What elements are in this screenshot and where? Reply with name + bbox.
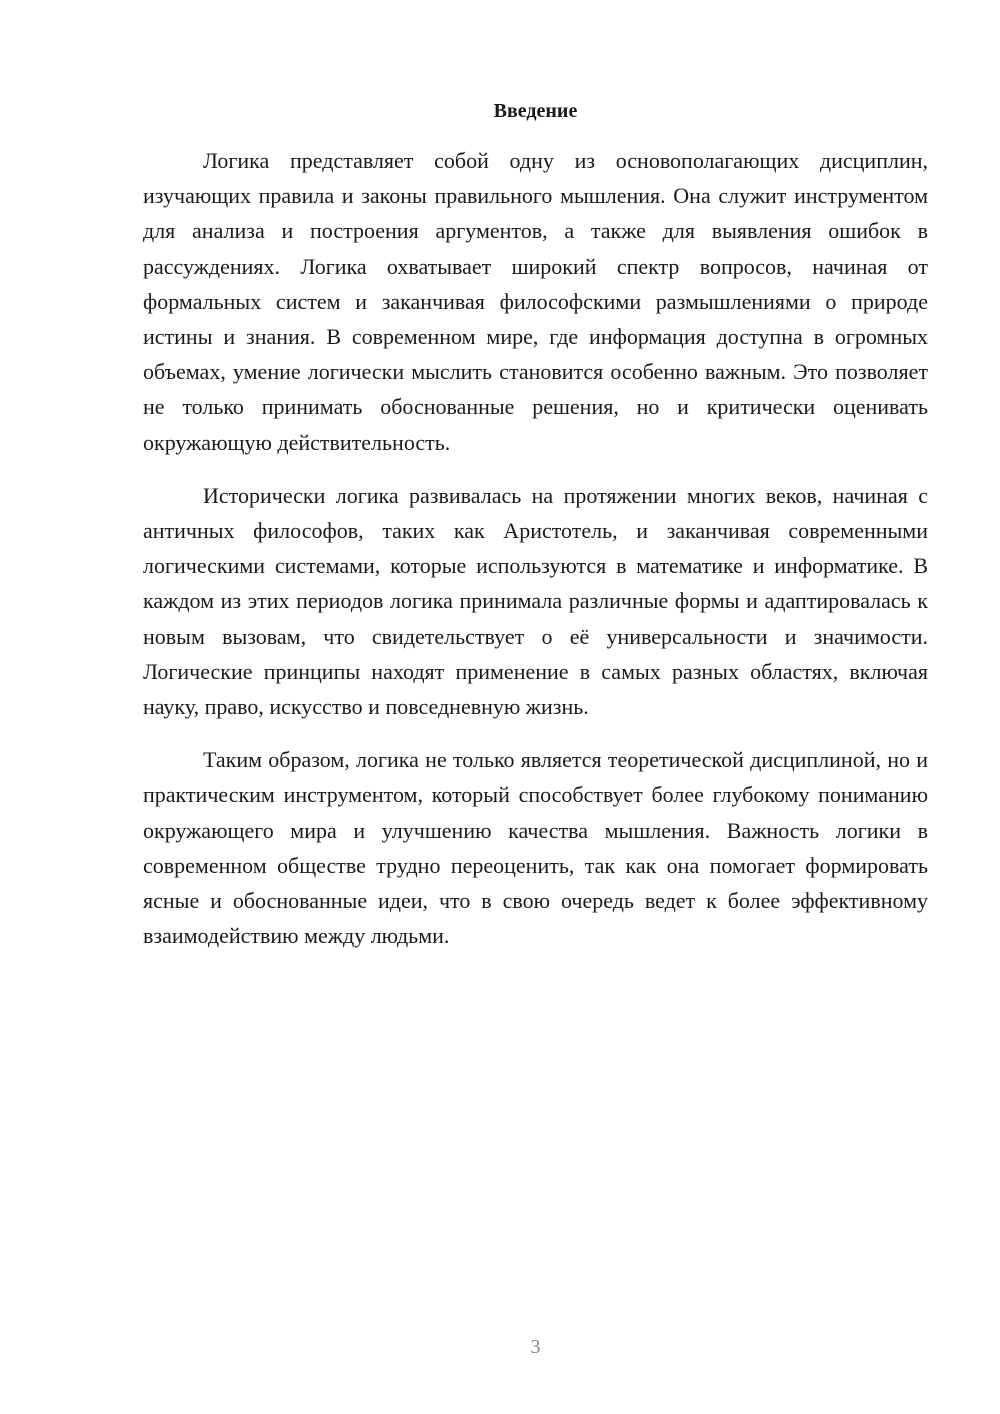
page-number: 3: [530, 1336, 541, 1358]
paragraph-1: Логика представляет собой одну из основополагающих дисциплин, изучающих правила и законы правильного мышления. Она служит инструментом для анализа и построения аргументов, а также для выявления ошибок в рассуждениях. Логика охватывает широкий спектр вопросов, начиная от формальных систем и заканчивая философскими размышлениями о природе истины и знания. В современном мире, где информация доступна в огромных объемах, умение логически мыслить становится особенно важным. Это позволяет не только принимать обоснованные решения, но и критически оценивать окружающую действительность.: [143, 148, 928, 455]
section-heading: Введение: [493, 100, 578, 122]
body-text: [143, 143, 928, 971]
paragraph-2: Исторически логика развивалась на протяжении многих веков, начиная с античных философов, таких как Аристотель, и заканчивая современными логическими системами, которые используются в математике и информатике. В каждом из этих периодов логика принимала различные формы и адаптировалась к новым вызовам, что свидетельствует о её универсальности и значимости. Логические принципы находят применение в самых разных областях, включая науку, право, искусство и повседневную жизнь.: [143, 482, 928, 720]
paragraph-3: Таким образом, логика не только является теоретической дисциплиной, но и практическим инструментом, который способствует более глубокому пониманию окружающего мира и улучшению качества мышления. Важность логики в современном обществе трудно переоценить, так как она помогает формировать ясные и обоснованные идеи, что в свою очередь ведет к более эффективному взаимодействию между людьми.: [143, 747, 928, 949]
